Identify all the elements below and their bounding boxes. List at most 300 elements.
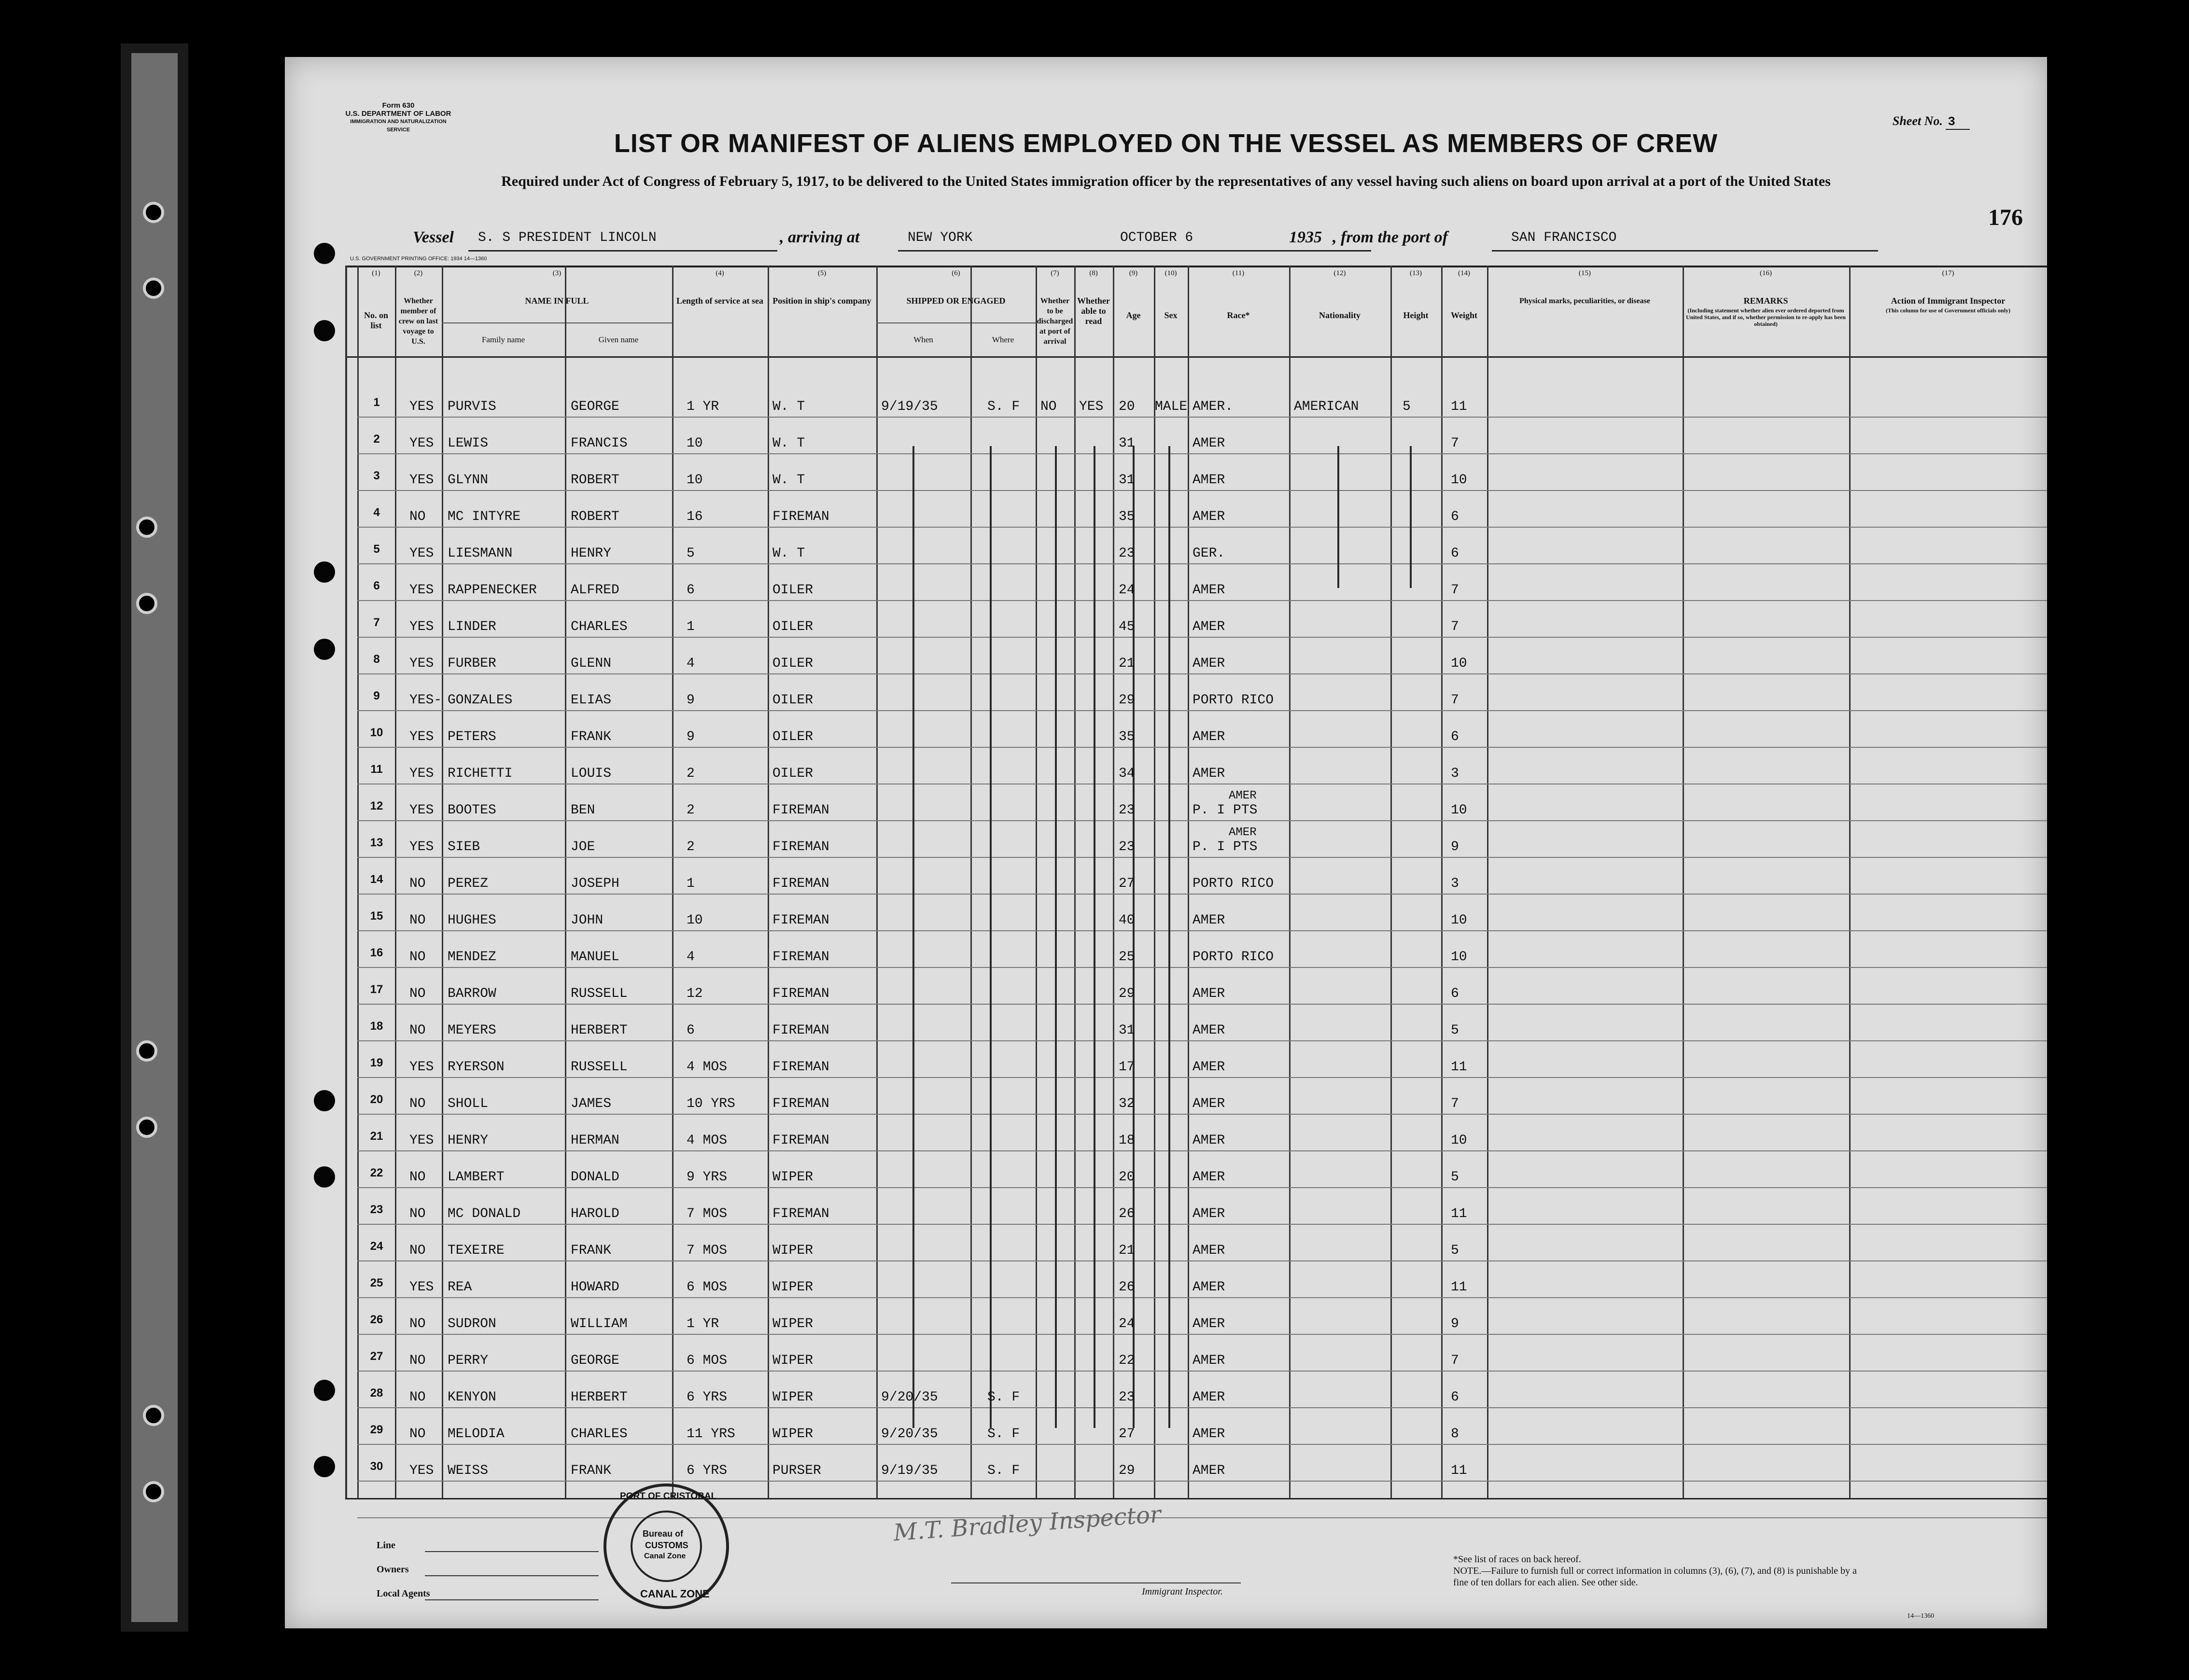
cell-service: 1 YR — [687, 399, 719, 414]
column-heading: Position in ship's company — [772, 296, 871, 306]
cell-race: AMER — [1193, 1096, 1225, 1111]
cell-discharge: NO — [1040, 399, 1057, 414]
punch-hole — [314, 1456, 335, 1477]
column-heading: REMARKS — [1743, 296, 1788, 306]
cell-race: PORTO RICO — [1193, 693, 1274, 708]
row-rule — [357, 1150, 2047, 1151]
cell-position: OILER — [772, 583, 814, 598]
cell-service: 2 — [687, 803, 695, 818]
row-number: 18 — [370, 1020, 383, 1033]
cell-age: 20 — [1119, 1170, 1135, 1185]
cell-position: WIPER — [772, 1427, 814, 1442]
page-title: LIST OR MANIFEST OF ALIENS EMPLOYED ON THE VESSEL AS MEMBERS OF CREW — [614, 129, 1718, 158]
cell-family: LEWIS — [448, 436, 489, 451]
cell-prev: YES — [409, 1060, 434, 1075]
row-rule — [357, 417, 2047, 418]
column-heading: Physical marks, peculiarities, or disease — [1519, 297, 1650, 305]
cell-prev: NO — [409, 950, 426, 965]
form-code: 14—1360 — [1907, 1612, 1934, 1620]
cell-race: AMER. — [1193, 399, 1234, 414]
cell-service: 4 MOS — [687, 1060, 728, 1075]
cell-family: MENDEZ — [448, 950, 496, 965]
row-rule — [357, 710, 2047, 711]
column-number: (6) — [952, 269, 960, 277]
cell-weight: 9 — [1451, 1316, 1459, 1331]
cell-where: S. F — [987, 1427, 1020, 1442]
row-rule — [357, 1444, 2047, 1445]
ditto-stroke — [1094, 446, 1095, 1428]
cell-service: 2 — [687, 840, 695, 854]
cell-race: AMER — [1193, 1060, 1225, 1075]
cell-family: TEXEIRE — [448, 1243, 505, 1258]
cell-family: RAPPENECKER — [448, 583, 537, 598]
row-rule — [357, 453, 2047, 454]
ditto-stroke — [1410, 446, 1412, 588]
row-rule — [357, 967, 2047, 968]
cell-given: HOWARD — [571, 1280, 619, 1295]
agents-label: Local Agents — [377, 1588, 430, 1599]
row-rule — [357, 1481, 2047, 1482]
cell-age: 22 — [1119, 1353, 1135, 1368]
punch-hole — [314, 1090, 335, 1111]
cell-family: LINDER — [448, 619, 496, 634]
row-number: 27 — [370, 1350, 383, 1363]
cell-weight: 7 — [1451, 1353, 1459, 1368]
cell-prev: YES — [409, 803, 434, 818]
cell-service: 1 YR — [687, 1316, 719, 1331]
row-number: 2 — [373, 433, 380, 446]
column-number: (12) — [1333, 269, 1346, 277]
column-rule — [345, 266, 347, 1498]
cell-family: SUDRON — [448, 1316, 496, 1331]
row-rule — [357, 1260, 2047, 1261]
cell-weight: 11 — [1451, 399, 1467, 414]
cell-age: 32 — [1119, 1096, 1135, 1111]
inspector-label: Immigrant Inspector. — [1142, 1586, 1223, 1597]
column-heading: Race* — [1227, 310, 1250, 320]
cell-prev: YES — [409, 1133, 434, 1148]
cell-weight: 6 — [1451, 986, 1459, 1001]
row-number: 26 — [370, 1313, 383, 1326]
sheet-number — [1893, 114, 1970, 129]
column-number: (2) — [414, 269, 423, 277]
cell-prev: NO — [409, 876, 426, 891]
column-rule — [1036, 266, 1037, 1498]
cell-given: HERBERT — [571, 1390, 628, 1405]
row-number: 25 — [370, 1276, 383, 1289]
column-heading: Nationality — [1319, 310, 1361, 320]
cell-given: RUSSELL — [571, 1060, 628, 1075]
cell-family: SIEB — [448, 840, 480, 854]
cell-age: 24 — [1119, 583, 1135, 598]
cell-family: HENRY — [448, 1133, 489, 1148]
cell-prev: YES — [409, 766, 434, 781]
cell-service: 10 — [687, 913, 703, 928]
cell-prev: NO — [409, 986, 426, 1001]
cell-age: 21 — [1119, 656, 1135, 671]
cell-given: ELIAS — [571, 693, 612, 708]
cell-prev: YES — [409, 729, 434, 744]
cell-given: HERMAN — [571, 1133, 619, 1148]
cell-given: FRANK — [571, 1243, 612, 1258]
cell-age: 31 — [1119, 1023, 1135, 1038]
row-number: 22 — [370, 1166, 383, 1179]
cell-when: 9/19/35 — [881, 399, 938, 414]
cell-weight: 7 — [1451, 619, 1459, 634]
row-number: 29 — [370, 1423, 383, 1436]
cell-position: OILER — [772, 729, 814, 744]
column-heading: Length of service at sea — [676, 296, 763, 306]
cell-weight: 7 — [1451, 436, 1459, 451]
column-number: (8) — [1089, 269, 1098, 277]
owners-underline — [425, 1575, 599, 1576]
from-label: , from the port of — [1333, 228, 1448, 246]
ditto-stroke — [1055, 446, 1057, 1428]
binder-hole — [136, 593, 157, 614]
cell-age: 27 — [1119, 876, 1135, 891]
page-subtitle: Required under Act of Congress of February 5, 1917, to be delivered to the United States immigration officer by the representatives of any vessel having such aliens on board upon arrival at a port of the United States — [501, 173, 1831, 189]
cell-prev: YES — [409, 840, 434, 854]
row-rule — [357, 637, 2047, 638]
cell-family: RICHETTI — [448, 766, 513, 781]
cell-given: HENRY — [571, 546, 612, 561]
cell-position: FIREMAN — [772, 509, 829, 524]
column-heading: Age — [1126, 310, 1141, 320]
ditto-stroke — [990, 446, 992, 1428]
column-heading: Whether to be discharged at port of arrival — [1037, 297, 1073, 346]
cell-age: 17 — [1119, 1060, 1135, 1075]
column-rule — [1441, 266, 1443, 1498]
cell-age: 35 — [1119, 509, 1135, 524]
cell-family: KENYON — [448, 1390, 496, 1405]
row-number: 5 — [373, 543, 380, 556]
column-heading: Action of Immigrant Inspector — [1891, 296, 2006, 306]
cell-weight: 10 — [1451, 1133, 1467, 1148]
customs-stamp — [603, 1484, 729, 1609]
cell-given: GEORGE — [571, 1353, 619, 1368]
cell-age: 23 — [1119, 840, 1135, 854]
cell-weight: 10 — [1451, 656, 1467, 671]
row-rule — [357, 1371, 2047, 1372]
cell-age: 25 — [1119, 950, 1135, 965]
row-rule — [357, 930, 2047, 931]
cell-position: WIPER — [772, 1316, 814, 1331]
cell-family: LIESMANN — [448, 546, 513, 561]
print-note: U.S. GOVERNMENT PRINTING OFFICE: 1934 14—1360 — [350, 256, 487, 262]
cell-weight: 7 — [1451, 583, 1459, 598]
row-rule — [357, 1077, 2047, 1078]
column-heading: NAME IN FULL — [525, 296, 589, 306]
cell-given: ALFRED — [571, 583, 619, 598]
cell-given: JOSEPH — [571, 876, 619, 891]
cell-weight: 5 — [1451, 1170, 1459, 1185]
row-number: 10 — [370, 726, 383, 739]
row-rule — [357, 820, 2047, 821]
row-rule — [357, 527, 2047, 528]
column-heading: No. on list — [364, 310, 388, 330]
ditto-stroke — [912, 446, 914, 1428]
column-rule — [1188, 266, 1189, 1498]
row-rule — [357, 1040, 2047, 1041]
cell-service: 16 — [687, 509, 703, 524]
race-note: *See list of races on back hereof. — [1453, 1554, 1581, 1565]
row-rule — [357, 1187, 2047, 1188]
binder-hole — [143, 202, 164, 223]
punch-hole — [314, 561, 335, 583]
cell-weight: 3 — [1451, 876, 1459, 891]
cell-service: 6 YRS — [687, 1390, 728, 1405]
cell-service: 9 — [687, 729, 695, 744]
cell-age: 20 — [1119, 399, 1135, 414]
cell-race: P. I PTS — [1193, 803, 1258, 818]
cell-race: AMER — [1193, 619, 1225, 634]
cell-age: 31 — [1119, 436, 1135, 451]
cell-nationality: AMERICAN — [1294, 399, 1359, 414]
cell-age: 31 — [1119, 473, 1135, 488]
row-number: 13 — [370, 836, 383, 849]
cell-weight: 7 — [1451, 1096, 1459, 1111]
ditto-stroke — [1168, 446, 1170, 1428]
cell-race: AMER — [1193, 473, 1225, 488]
cell-weight: 6 — [1451, 546, 1459, 561]
column-rule — [768, 266, 769, 1498]
cell-family: HUGHES — [448, 913, 496, 928]
arriving-label: , arriving at — [780, 228, 860, 246]
page-number: 176 — [1988, 205, 2023, 230]
cell-age: 21 — [1119, 1243, 1135, 1258]
cell-service: 1 — [687, 876, 695, 891]
ditto-stroke — [1337, 446, 1339, 588]
column-rule — [1487, 266, 1488, 1498]
column-number: (5) — [817, 269, 827, 277]
cell-prev: YES — [409, 583, 434, 598]
cell-age: 34 — [1119, 766, 1135, 781]
binder-hole — [143, 1405, 164, 1426]
row-rule — [357, 1407, 2047, 1408]
cell-race: AMER — [1193, 1023, 1225, 1038]
cell-age: 23 — [1119, 1390, 1135, 1405]
cell-family: RYERSON — [448, 1060, 505, 1075]
cell-prev: NO — [409, 1023, 426, 1038]
cell-service: 1 — [687, 619, 695, 634]
column-subheading: Given name — [598, 335, 639, 344]
row-number: 16 — [370, 946, 383, 959]
cell-position: W. T — [772, 546, 805, 561]
cell-position: OILER — [772, 766, 814, 781]
row-number: 21 — [370, 1130, 383, 1143]
cell-given: FRANK — [571, 1463, 612, 1478]
cell-service: 9 YRS — [687, 1170, 728, 1185]
row-number: 28 — [370, 1386, 383, 1400]
cell-age: 26 — [1119, 1280, 1135, 1295]
line-label: Line — [377, 1540, 395, 1551]
binder-hole — [136, 1040, 157, 1062]
cell-given: DONALD — [571, 1170, 619, 1185]
cell-race: GER. — [1193, 546, 1225, 561]
column-number: (9) — [1129, 269, 1138, 277]
agents-underline — [425, 1599, 599, 1600]
cell-weight: 9 — [1451, 840, 1459, 854]
row-rule — [357, 600, 2047, 601]
table-top-rule — [345, 266, 2047, 267]
cell-race: AMER — [1193, 1316, 1225, 1331]
cell-family: REA — [448, 1280, 472, 1295]
cell-position: FIREMAN — [772, 1096, 829, 1111]
row-number: 11 — [370, 763, 383, 776]
row-rule — [357, 1334, 2047, 1335]
cell-where: S. F — [987, 1463, 1020, 1478]
column-number: (15) — [1579, 269, 1591, 277]
column-subnote: (This column for use of Government officials only) — [1885, 307, 2011, 314]
row-number: 17 — [370, 983, 383, 996]
cell-service: 6 YRS — [687, 1463, 728, 1478]
row-rule — [357, 894, 2047, 895]
cell-prev: NO — [409, 1170, 426, 1185]
cell-prev: NO — [409, 509, 426, 524]
row-number: 14 — [370, 873, 383, 886]
cell-prev: NO — [409, 1427, 426, 1442]
cell-service: 6 MOS — [687, 1353, 728, 1368]
column-rule — [1683, 266, 1684, 1498]
column-number: (3) — [552, 269, 561, 277]
row-rule — [357, 1224, 2047, 1225]
row-number: 20 — [370, 1093, 383, 1106]
column-number: (14) — [1458, 269, 1470, 277]
row-number: 3 — [373, 469, 380, 482]
owners-label: Owners — [377, 1564, 409, 1575]
cell-given: RUSSELL — [571, 986, 628, 1001]
cell-service: 5 — [687, 546, 695, 561]
cell-family: GONZALES — [448, 693, 513, 708]
cell-given: WILLIAM — [571, 1316, 628, 1331]
cell-position: FIREMAN — [772, 913, 829, 928]
cell-age: 23 — [1119, 546, 1135, 561]
cell-position: FIREMAN — [772, 1023, 829, 1038]
cell-given: FRANCIS — [571, 436, 628, 451]
column-rule — [672, 266, 674, 1498]
row-rule — [357, 1004, 2047, 1005]
row-rule — [357, 490, 2047, 491]
cell-position: OILER — [772, 656, 814, 671]
row-rule — [357, 857, 2047, 858]
column-number: (10) — [1165, 269, 1177, 277]
column-rule — [395, 266, 396, 1498]
cell-service: 6 — [687, 583, 695, 598]
cell-weight: 10 — [1451, 950, 1467, 965]
sheet-value: 3 — [1946, 114, 1970, 130]
cell-prev: NO — [409, 1353, 426, 1368]
stamp-mid-text: Canal Zone — [644, 1552, 686, 1560]
cell-service: 4 — [687, 950, 695, 965]
cell-position: WIPER — [772, 1243, 814, 1258]
cell-given: JOHN — [571, 913, 603, 928]
row-number: 9 — [373, 689, 380, 702]
cell-weight: 8 — [1451, 1427, 1459, 1442]
cell-given: BEN — [571, 803, 595, 818]
cell-race: PORTO RICO — [1193, 876, 1274, 891]
cell-weight: 10 — [1451, 913, 1467, 928]
row-number: 19 — [370, 1056, 383, 1069]
cell-race-top: AMER — [1229, 826, 1257, 839]
cell-position: WIPER — [772, 1170, 814, 1185]
cell-height: 5 — [1403, 399, 1411, 414]
cell-race: AMER — [1193, 729, 1225, 744]
column-rule — [1390, 266, 1392, 1498]
stamp-top-text: PORT OF CRISTOBAL — [620, 1491, 717, 1501]
column-number: (13) — [1410, 269, 1422, 277]
row-rule — [357, 1297, 2047, 1298]
column-rule — [1154, 266, 1155, 1498]
punch-hole — [314, 1166, 335, 1188]
cell-position: W. T — [772, 436, 805, 451]
column-rule — [565, 266, 566, 1498]
column-subheading: When — [913, 335, 933, 344]
row-number: 6 — [373, 579, 380, 592]
cell-age: 29 — [1119, 693, 1135, 708]
cell-given: CHARLES — [571, 1427, 628, 1442]
arrival-year: 1935 — [1289, 228, 1322, 246]
cell-family: MC INTYRE — [448, 509, 521, 524]
port-underline — [1492, 250, 1878, 252]
cell-read: YES — [1079, 399, 1104, 414]
cell-family: GLYNN — [448, 473, 489, 488]
cell-weight: 7 — [1451, 693, 1459, 708]
cell-prev: YES — [409, 399, 434, 414]
cell-family: PERRY — [448, 1353, 489, 1368]
cell-service: 4 — [687, 656, 695, 671]
cell-given: GLENN — [571, 656, 612, 671]
cell-family: WEISS — [448, 1463, 489, 1478]
cell-weight: 11 — [1451, 1060, 1467, 1075]
row-number: 1 — [373, 396, 380, 409]
cell-prev: YES — [409, 1280, 434, 1295]
row-number: 4 — [373, 506, 380, 519]
cell-position: FIREMAN — [772, 950, 829, 965]
punch-hole — [314, 320, 335, 341]
cell-race: AMER — [1193, 656, 1225, 671]
cell-prev: NO — [409, 913, 426, 928]
cell-age: 29 — [1119, 986, 1135, 1001]
cell-service: 10 — [687, 473, 703, 488]
cell-race: AMER — [1193, 509, 1225, 524]
row-number: 23 — [370, 1203, 383, 1216]
cell-prev: NO — [409, 1390, 426, 1405]
cell-prev: YES — [409, 546, 434, 561]
cell-weight: 5 — [1451, 1243, 1459, 1258]
cell-position: FIREMAN — [772, 1060, 829, 1075]
row-number: 30 — [370, 1460, 383, 1473]
arrival-port: NEW YORK — [908, 230, 973, 245]
cell-given: LOUIS — [571, 766, 612, 781]
cell-service: 12 — [687, 986, 703, 1001]
punch-hole — [314, 243, 335, 264]
cell-service: 10 — [687, 436, 703, 451]
cell-service: 9 — [687, 693, 695, 708]
cell-given: JOE — [571, 840, 595, 854]
cell-weight: 5 — [1451, 1023, 1459, 1038]
row-rule — [357, 747, 2047, 748]
binder-hole — [143, 1481, 164, 1502]
cell-prev: YES — [409, 473, 434, 488]
cell-race: AMER — [1193, 1243, 1225, 1258]
cell-position: WIPER — [772, 1390, 814, 1405]
column-rule — [442, 266, 443, 1498]
vessel-underline — [468, 250, 777, 252]
cell-service: 7 MOS — [687, 1206, 728, 1221]
service: IMMIGRATION AND NATURALIZATION SERVICE — [350, 119, 447, 133]
binder-hole — [136, 1117, 157, 1138]
cell-service: 6 — [687, 1023, 695, 1038]
